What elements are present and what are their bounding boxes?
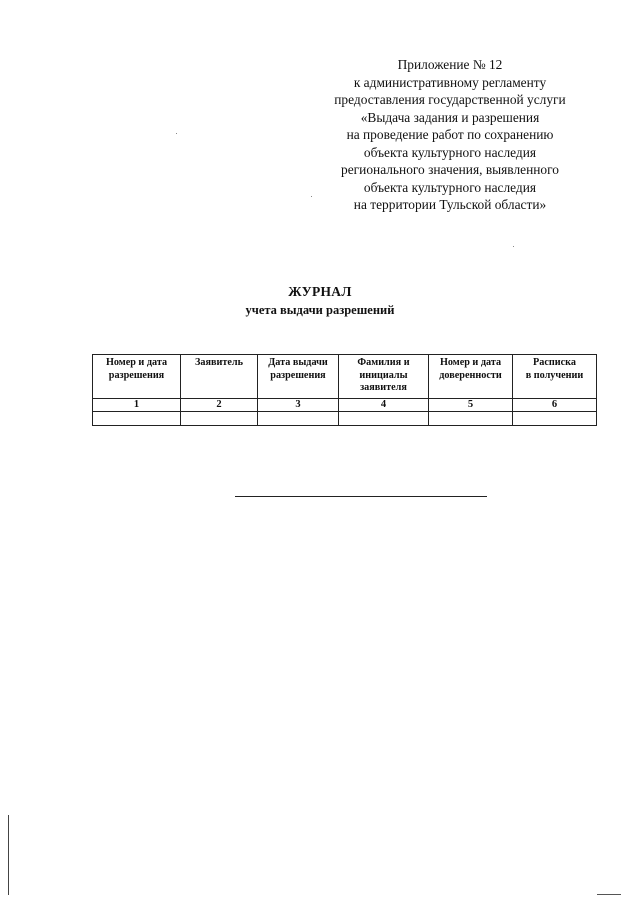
appendix-line: на территории Тульской области» xyxy=(353,197,547,212)
header-line: разрешения xyxy=(108,369,165,381)
appendix-line: «Выдача задания и разрешения xyxy=(360,109,540,125)
appendix-line: Приложение № 12 xyxy=(397,57,503,72)
journal-table xyxy=(92,354,597,426)
document-title: ЖУРНАЛ xyxy=(288,284,352,299)
column-number: 2 xyxy=(181,399,258,412)
column-number: 3 xyxy=(258,399,339,412)
scan-speck xyxy=(513,246,514,247)
appendix-line: объекта культурного наследия xyxy=(363,144,537,160)
empty-cell xyxy=(513,412,597,426)
empty-cell xyxy=(339,412,429,426)
scan-margin-mark xyxy=(8,815,9,895)
header-power-of-attorney xyxy=(429,355,513,399)
column-number: 5 xyxy=(429,399,513,412)
column-number: 4 xyxy=(339,399,429,412)
header-line: инициалы xyxy=(359,369,408,381)
column-number-row xyxy=(93,399,597,412)
empty-table-row xyxy=(93,412,597,426)
header-line: Расписка xyxy=(533,357,576,368)
header-line: Номер и дата xyxy=(105,357,168,368)
header-line: разрешения xyxy=(270,369,326,381)
header-issue-date xyxy=(258,355,339,399)
appendix-header xyxy=(300,56,600,214)
header-line: Дата выдачи xyxy=(268,357,328,368)
empty-cell xyxy=(429,412,513,426)
scan-speck xyxy=(311,196,312,197)
empty-cell xyxy=(181,412,258,426)
column-number: 6 xyxy=(513,399,597,412)
scan-speck xyxy=(176,133,177,134)
appendix-line: на проведение работ по сохранению xyxy=(346,127,554,142)
header-line: в получении xyxy=(525,369,584,381)
column-number: 1 xyxy=(93,399,181,412)
appendix-line: регионального значения, выявленного xyxy=(341,162,559,177)
appendix-line: объекта культурного наследия xyxy=(363,179,537,195)
header-receipt xyxy=(513,355,597,399)
header-line: заявителя xyxy=(360,382,407,393)
header-permit-number-date xyxy=(93,355,181,399)
header-line: Номер и дата xyxy=(439,357,502,368)
signature-line xyxy=(235,496,487,497)
empty-cell xyxy=(258,412,339,426)
scan-corner-mark xyxy=(597,894,621,895)
appendix-line: к административному регламенту xyxy=(353,74,547,90)
header-applicant-name xyxy=(339,355,429,399)
empty-cell xyxy=(93,412,181,426)
header-line: доверенности xyxy=(439,369,502,381)
table-header-row xyxy=(93,355,597,399)
document-subtitle: учета выдачи разрешений xyxy=(245,303,395,317)
appendix-line: предоставления государственной услуги xyxy=(334,92,566,107)
header-line: Заявитель xyxy=(195,357,243,368)
header-line: Фамилия и xyxy=(357,357,410,368)
header-applicant xyxy=(181,355,258,399)
